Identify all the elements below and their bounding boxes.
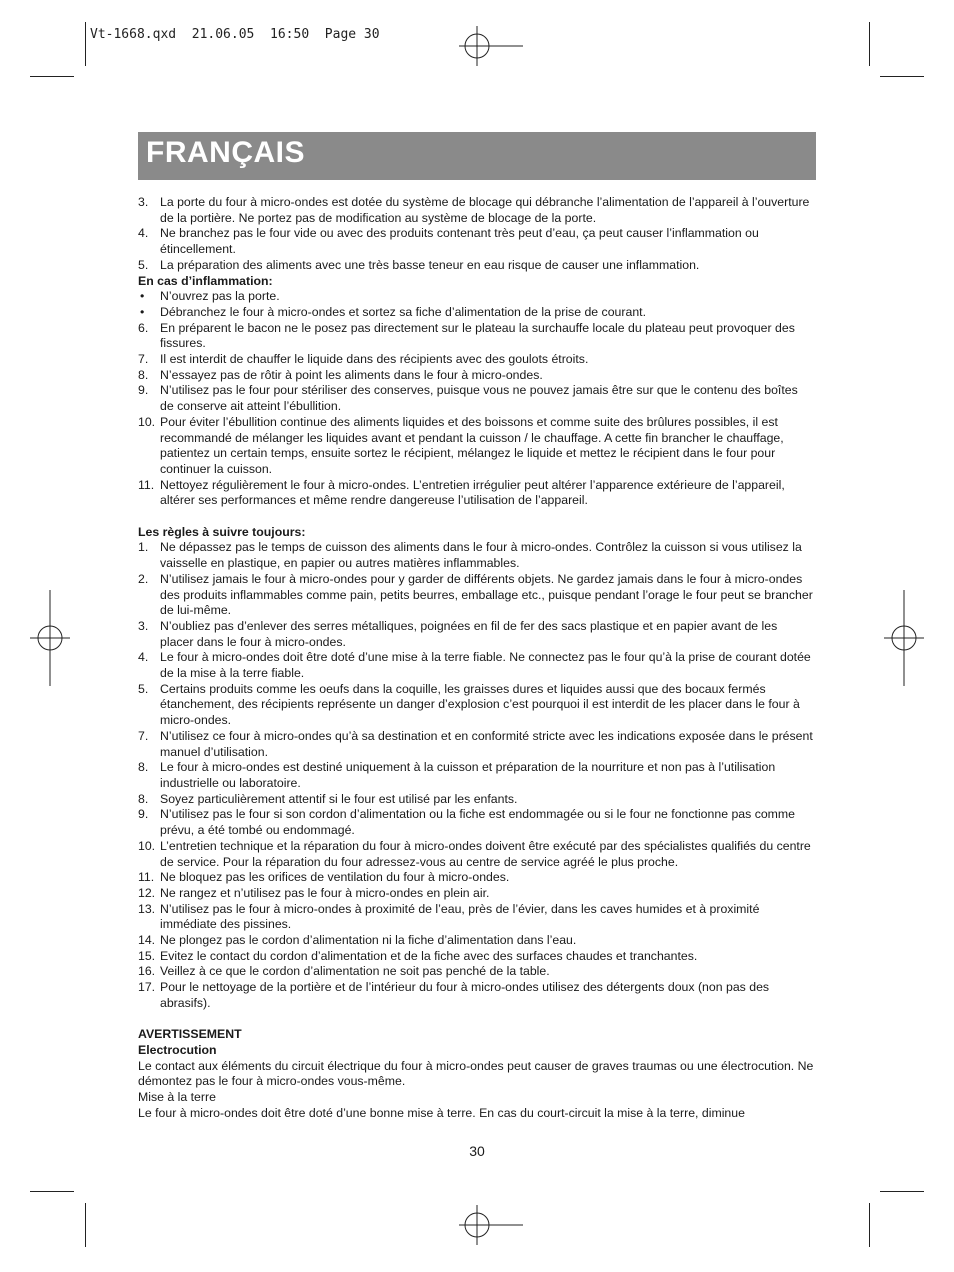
crop-mark — [85, 22, 86, 66]
list-item: 8. Soyez particulièrement attentif si le four est utilisé par les enfants. — [138, 791, 518, 806]
ground-label: Mise à la terre — [138, 1090, 216, 1105]
list-item: 4. Le four à micro-ondes doit être doté d’une mise à la terre fiable. Ne connectez pas le four qu’à la prise de courant dotée de la mise à la terre fiable. — [138, 650, 811, 681]
language-banner — [138, 132, 816, 180]
list-item: 15. Evitez le contact du cordon d’alimentation et de la fiche avec des surfaces chaudes et tranchantes. — [138, 948, 698, 963]
crop-mark — [869, 1203, 870, 1247]
list-item: 4. Ne branchez pas le four vide ou avec des produits contenant très peut d’eau, ça peut causer l’inflammation ou étincellement. — [138, 226, 759, 257]
list-item: 8. N’essayez pas de rôtir à point les aliments dans le four à micro-ondes. — [138, 367, 543, 382]
crop-mark — [880, 76, 924, 77]
registration-mark-icon — [30, 590, 70, 686]
bullet-item: • Débranchez le four à micro-ondes et sortez sa fiche d’alimentation de la prise de courant. — [140, 304, 646, 319]
crop-mark — [880, 1191, 924, 1192]
list-item: 8. Le four à micro-ondes est destiné uniquement à la cuisson et préparation de la nourriture et non pas à l’utilisation industrielle ou laboratoire. — [138, 760, 776, 790]
list-item: 17. Pour le nettoyage de la portière et de l’intérieur du four à micro-ondes utilisez des détergents doux (non pas des abrasifs). — [138, 980, 770, 1010]
page-number: 30 — [469, 1143, 485, 1159]
warning-paragraph: Le contact aux éléments du circuit électrique du four à micro-ondes peut causer de graves traumas ou une électrocution. Ne démontez pas le four à micro-ondes vous-même. — [138, 1058, 814, 1089]
section-heading: Les règles à suivre toujours: — [138, 524, 306, 539]
list-item: 7. Il est interdit de chauffer le liquide dans des récipients avec des goulots étroits. — [138, 352, 589, 367]
ground-paragraph: Le four à micro-ondes doit être doté d’une bonne mise à terre. En cas du court-circuit la mise à la terre, diminue — [138, 1105, 745, 1120]
warning-heading: AVERTISSEMENT — [138, 1027, 242, 1042]
crop-mark — [30, 76, 74, 77]
crop-mark — [869, 22, 870, 66]
registration-mark-icon — [459, 1205, 523, 1245]
list-item: 11. Ne bloquez pas les orifices de ventilation du four à micro-ondes. — [138, 870, 510, 885]
list-item: 12. Ne rangez et n’utilisez pas le four à micro-ondes en plein air. — [138, 885, 490, 900]
section-heading: En cas d’inflammation: — [138, 273, 273, 288]
list-item: 16. Veillez à ce que le cordon d’alimentation ne soit pas penché de la table. — [138, 964, 550, 979]
list-item: 9. N’utilisez pas le four si son cordon d’alimentation ou la fiche est endommagée ou si le four ne fonctionne pas comme prévu, a été tombé ou endommagé. — [138, 807, 796, 838]
language-title: FRANÇAIS — [146, 136, 305, 169]
list-item: 14. Ne plongez pas le cordon d’alimentation ni la fiche d’alimentation dans l’eau. — [138, 933, 577, 948]
manual-content — [138, 195, 814, 1121]
crop-mark — [30, 1191, 74, 1192]
list-item: 3. N’oubliez pas d’enlever des serres métalliques, poignées en fil de fer des sacs plastique et en papier avant de les placer dans le four à micro-ondes. — [138, 618, 778, 649]
list-item: 7. N’utilisez ce four à micro-ondes qu’à sa destination et en conformité stricte avec les indications exposée dans le présent manuel d’utilisation. — [138, 728, 813, 759]
bullet-item: • N’ouvrez pas la porte. — [140, 289, 280, 304]
list-item: 2. N’utilisez jamais le four à micro-ondes pour y garder de différents objets. Ne gardez jamais dans le four à micro-ondes des produits inflammables comme pain, petits beurres, emballage etc., puisque pendant l’orage le four peut se brancher de lui-même. — [138, 571, 813, 618]
list-item: 1. Ne dépassez pas le temps de cuisson des aliments dans le four à micro-ondes. Contrôlez la cuisson si vous utilisez la vaisselle en plastique, en papier ou autres matières inflammables. — [138, 540, 802, 571]
registration-mark-icon — [459, 26, 523, 66]
list-item: 5. La préparation des aliments avec une très basse teneur en eau risque de causer une inflammation. — [138, 257, 700, 272]
crop-mark — [85, 1203, 86, 1247]
file-slug: Vt-1668.qxd 21.06.05 16:50 Page 30 — [90, 27, 380, 42]
spacer — [138, 509, 814, 525]
registration-mark-icon — [884, 590, 924, 686]
list-item: 3. La porte du four à micro-ondes est dotée du système de blocage qui débranche l’alimentation de l’appareil à l’ouverture de la portière. Ne portez pas de modification au système de blocage de la porte. — [138, 195, 810, 225]
list-item: 13. N’utilisez pas le four à micro-ondes à proximité de l’eau, près de l’évier, dans les caves humides et à proximité immédiate des pissines. — [138, 901, 760, 932]
list-item: 6. En préparent le bacon ne le posez pas directement sur le plateau la surchauffe locale du plateau peut provoquer des fissures. — [138, 320, 795, 351]
list-item: 10. L’entretien technique et la réparation du four à micro-ondes doivent être exécuté par des spécialistes qualifiés du centre de service. Pour la réparation du four adressez-vous au centre de service agréé le plus proche. — [138, 838, 811, 869]
spacer — [138, 1012, 814, 1028]
warning-subheading: Electrocution — [138, 1042, 217, 1057]
list-item: 9. N’utilisez pas le four pour stériliser des conserves, puisque vous ne pouvez jamais être sur que le contenu des boîtes de conserve ait atteint l’ébullition. — [138, 383, 798, 414]
list-item: 10. Pour éviter l’ébullition continue des aliments liquides et des boissons et comme suite des brûlures possibles, il est recommandé de mélanger les liquides avant et pendant la cuisson / le chauffage. A cette fin brancher le chauffage, patientez un certain temps, ensuite sortez le récipient, mélangez le liquide et mettez le récipient dans le four pour continuer la cuisson. — [138, 414, 784, 476]
list-item: 5. Certains produits comme les oeufs dans la coquille, les graisses dures et liquides aussi que des bocaux fermés étanchement, des récipients représente un danger d’explosion c’est pourquoi il est interdit de les placer dans le four à micro-ondes. — [138, 681, 800, 728]
list-item: 11. Nettoyez régulièrement le four à micro-ondes. L’entretien irrégulier peut altérer l’apparence extérieure de l’appareil, altérer ses performances et même rendre dangereuse l’utilisation de l’appareil. — [138, 477, 785, 508]
